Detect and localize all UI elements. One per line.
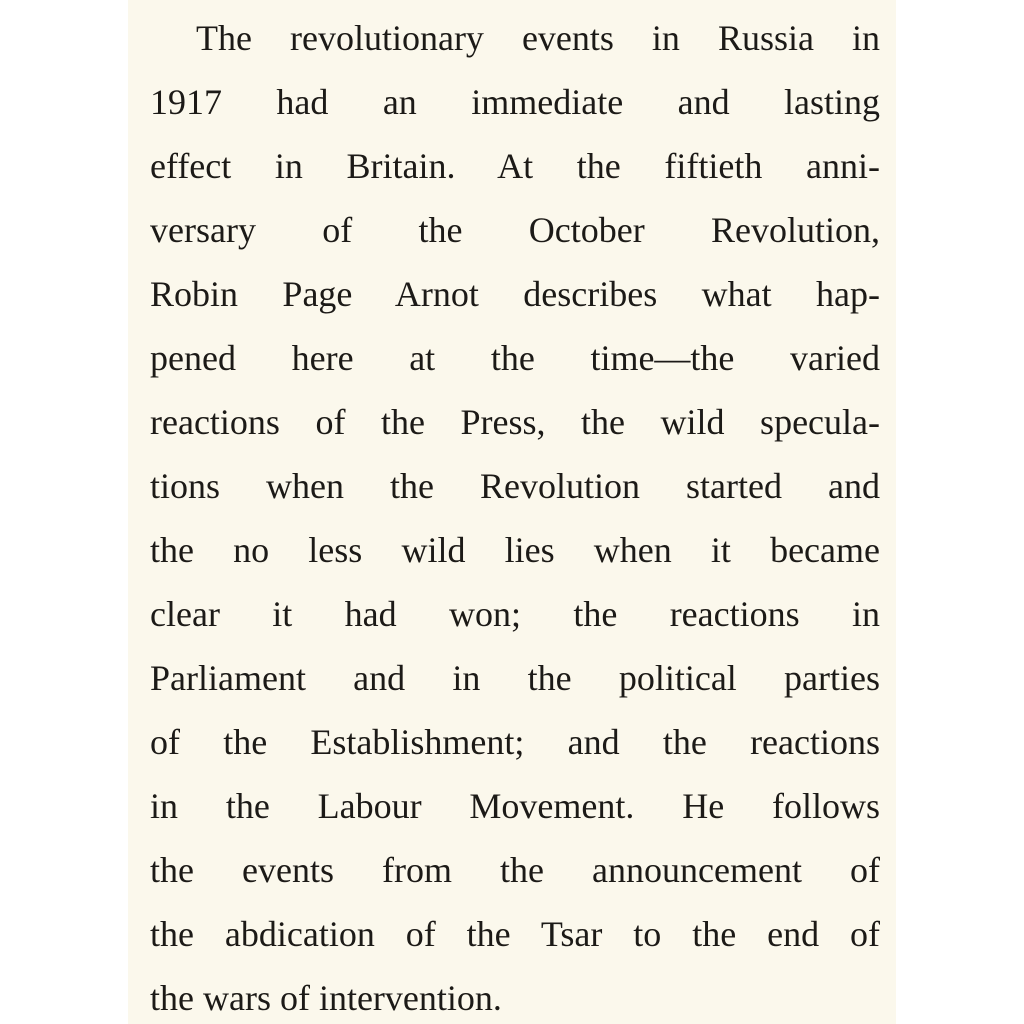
paragraph-line-5: Robin Page Arnot describes what hap- [150, 274, 880, 314]
paragraph-line-4: versary of the October Revolution, [150, 210, 880, 250]
scanned-page [128, 0, 896, 1024]
paragraph-line-13: in the Labour Movement. He follows [150, 786, 880, 826]
paragraph-line-3: effect in Britain. At the fiftieth anni- [150, 146, 880, 186]
paragraph-line-1: The revolutionary events in Russia in [196, 18, 880, 58]
paragraph-line-6: pened here at the time—the varied [150, 338, 880, 378]
paragraph-line-8: tions when the Revolution started and [150, 466, 880, 506]
paragraph-line-14: the events from the announcement of [150, 850, 880, 890]
paragraph-line-16: the wars of intervention. [150, 978, 502, 1018]
blurb-paragraph [150, 6, 880, 1024]
paragraph-line-2: 1917 had an immediate and lasting [150, 82, 880, 122]
paragraph-line-15: the abdication of the Tsar to the end of [150, 914, 880, 954]
paragraph-line-9: the no less wild lies when it became [150, 530, 880, 570]
paragraph-line-7: reactions of the Press, the wild specula- [150, 402, 880, 442]
paragraph-line-10: clear it had won; the reactions in [150, 594, 880, 634]
paragraph-line-12: of the Establishment; and the reactions [150, 722, 880, 762]
paragraph-line-11: Parliament and in the political parties [150, 658, 880, 698]
